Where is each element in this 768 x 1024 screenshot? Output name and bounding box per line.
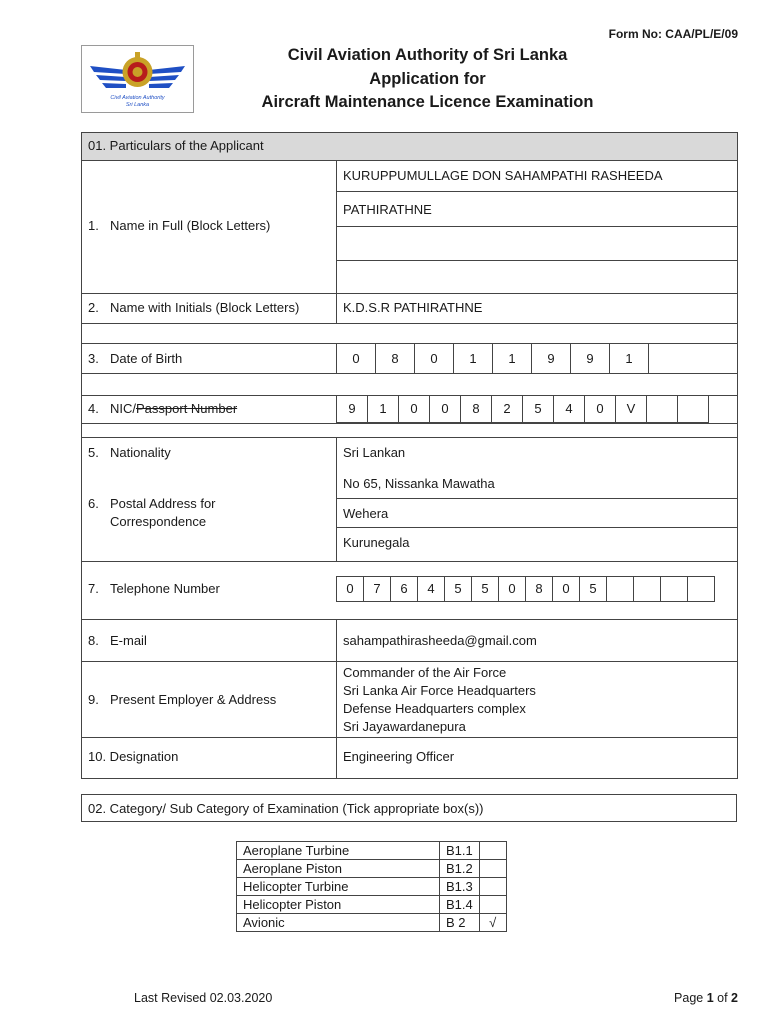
nic-digit-box-1[interactable]: 9 xyxy=(336,395,368,423)
telephone-digit-box-9[interactable]: 0 xyxy=(552,576,580,602)
dob-digit-box-4[interactable]: 1 xyxy=(453,343,493,374)
dob-digit-box-1[interactable]: 0 xyxy=(336,343,376,374)
telephone-digit-box-3[interactable]: 6 xyxy=(390,576,418,602)
telephone-digit-box-8[interactable]: 8 xyxy=(525,576,553,602)
designation-value[interactable]: Engineering Officer xyxy=(343,749,455,764)
logo-text-1: Civil Aviation Authority xyxy=(110,95,165,101)
name-full-line-1[interactable]: KURUPPUMULLAGE DON SAHAMPATHI RASHEEDA xyxy=(343,168,663,183)
category-tick-box[interactable] xyxy=(479,878,506,896)
telephone-digit-box-11[interactable] xyxy=(606,576,634,602)
email-value[interactable]: sahampathirasheeda@gmail.com xyxy=(343,633,537,648)
page-number: Page 1 of 2 xyxy=(674,991,738,1005)
dob-label: 3. Date of Birth xyxy=(88,351,183,366)
category-row xyxy=(237,914,507,932)
employer-label: 9. Present Employer & Address xyxy=(88,692,277,707)
nic-digit-box-5[interactable]: 8 xyxy=(460,395,492,423)
nic-digit-box-7[interactable]: 5 xyxy=(522,395,554,423)
category-code: B1.3 xyxy=(440,878,480,896)
category-tick-box[interactable] xyxy=(479,860,506,878)
name-full-line-2[interactable]: PATHIRATHNE xyxy=(343,202,432,217)
nationality-value[interactable]: Sri Lankan xyxy=(343,445,406,460)
section1-heading: 01. Particulars of the Applicant xyxy=(88,138,264,153)
postal-address-label-2: Correspondence xyxy=(110,514,207,529)
employer-line-4[interactable]: Sri Jayawardanepura xyxy=(343,719,466,734)
name-initials-value[interactable]: K.D.S.R PATHIRATHNE xyxy=(343,300,483,315)
designation-label: 10. Designation xyxy=(88,749,179,764)
caa-emblem-icon xyxy=(82,46,193,112)
nic-label: 4. NIC/Passport Number xyxy=(88,401,238,416)
nic-digit-box-9[interactable]: 0 xyxy=(584,395,616,423)
dob-digit-box-8[interactable]: 1 xyxy=(609,343,649,374)
employer-line-2[interactable]: Sri Lanka Air Force Headquarters xyxy=(343,683,536,698)
category-code: B1.2 xyxy=(440,860,480,878)
telephone-digit-box-13[interactable] xyxy=(660,576,688,602)
nic-digit-box-10[interactable]: V xyxy=(615,395,647,423)
telephone-digit-box-14[interactable] xyxy=(687,576,715,602)
applicant-particulars-table xyxy=(81,132,738,779)
category-name: Aeroplane Piston xyxy=(237,860,440,878)
name-initials-label: 2. Name with Initials (Block Letters) xyxy=(88,300,300,315)
nic-digit-box-12[interactable] xyxy=(677,395,709,423)
dob-digit-box-6[interactable]: 9 xyxy=(531,343,571,374)
postal-line-1[interactable]: No 65, Nissanka Mawatha xyxy=(343,476,495,491)
nationality-label: 5. Nationality xyxy=(88,445,171,460)
name-full-label: 1. Name in Full (Block Letters) xyxy=(88,218,271,233)
postal-address-label: 6. Postal Address for xyxy=(88,496,216,511)
dob-digit-box-2[interactable]: 8 xyxy=(375,343,415,374)
category-code: B1.1 xyxy=(440,842,480,860)
dob-digit-box-7[interactable]: 9 xyxy=(570,343,610,374)
nic-digit-box-11[interactable] xyxy=(646,395,678,423)
telephone-digit-box-7[interactable]: 0 xyxy=(498,576,526,602)
category-name: Avionic xyxy=(237,914,440,932)
category-name: Helicopter Turbine xyxy=(237,878,440,896)
title-line-2: Application for xyxy=(369,70,486,88)
telephone-digit-box-2[interactable]: 7 xyxy=(363,576,391,602)
section2-heading: 02. Category/ Sub Category of Examination (Tick appropriate box(s)) xyxy=(88,801,484,816)
nic-digit-box-6[interactable]: 2 xyxy=(491,395,523,423)
telephone-label: 7. Telephone Number xyxy=(88,581,220,596)
nic-digit-box-2[interactable]: 1 xyxy=(367,395,399,423)
category-row xyxy=(237,860,507,878)
caa-logo xyxy=(81,45,194,113)
category-tick-box[interactable]: √ xyxy=(479,914,506,932)
nic-digit-box-4[interactable]: 0 xyxy=(429,395,461,423)
section1-header xyxy=(82,133,737,161)
telephone-digit-box-1[interactable]: 0 xyxy=(336,576,364,602)
category-row xyxy=(237,878,507,896)
telephone-digit-box-5[interactable]: 5 xyxy=(444,576,472,602)
nic-digit-box-8[interactable]: 4 xyxy=(553,395,585,423)
dob-digit-box-5[interactable]: 1 xyxy=(492,343,532,374)
form-number: Form No: CAA/PL/E/09 xyxy=(608,27,738,41)
postal-line-2[interactable]: Wehera xyxy=(343,506,389,521)
postal-line-3[interactable]: Kurunegala xyxy=(343,535,410,550)
telephone-digit-box-6[interactable]: 5 xyxy=(471,576,499,602)
category-name: Aeroplane Turbine xyxy=(237,842,440,860)
employer-line-1[interactable]: Commander of the Air Force xyxy=(343,665,507,680)
category-row xyxy=(237,896,507,914)
exam-category-header xyxy=(81,794,737,822)
category-code: B1.4 xyxy=(440,896,480,914)
name-full-line-3[interactable] xyxy=(343,236,723,254)
category-name: Helicopter Piston xyxy=(237,896,440,914)
category-table xyxy=(236,841,507,932)
category-code: B 2 xyxy=(440,914,480,932)
dob-digit-box-3[interactable]: 0 xyxy=(414,343,454,374)
telephone-digit-box-12[interactable] xyxy=(633,576,661,602)
category-tick-box[interactable] xyxy=(479,896,506,914)
category-row xyxy=(237,842,507,860)
nic-digit-box-3[interactable]: 0 xyxy=(398,395,430,423)
telephone-digit-box-10[interactable]: 5 xyxy=(579,576,607,602)
logo-text-2: Sri Lanka xyxy=(125,102,150,108)
category-tick-box[interactable] xyxy=(479,842,506,860)
title-line-1: Civil Aviation Authority of Sri Lanka xyxy=(287,46,568,64)
last-revised: Last Revised 02.03.2020 xyxy=(134,991,273,1005)
title-line-3: Aircraft Maintenance Licence Examination xyxy=(261,93,594,111)
name-full-line-4[interactable] xyxy=(343,267,723,285)
telephone-digit-box-4[interactable]: 4 xyxy=(417,576,445,602)
employer-line-3[interactable]: Defense Headquarters complex xyxy=(343,701,526,716)
email-label: 8. E-mail xyxy=(88,633,147,648)
